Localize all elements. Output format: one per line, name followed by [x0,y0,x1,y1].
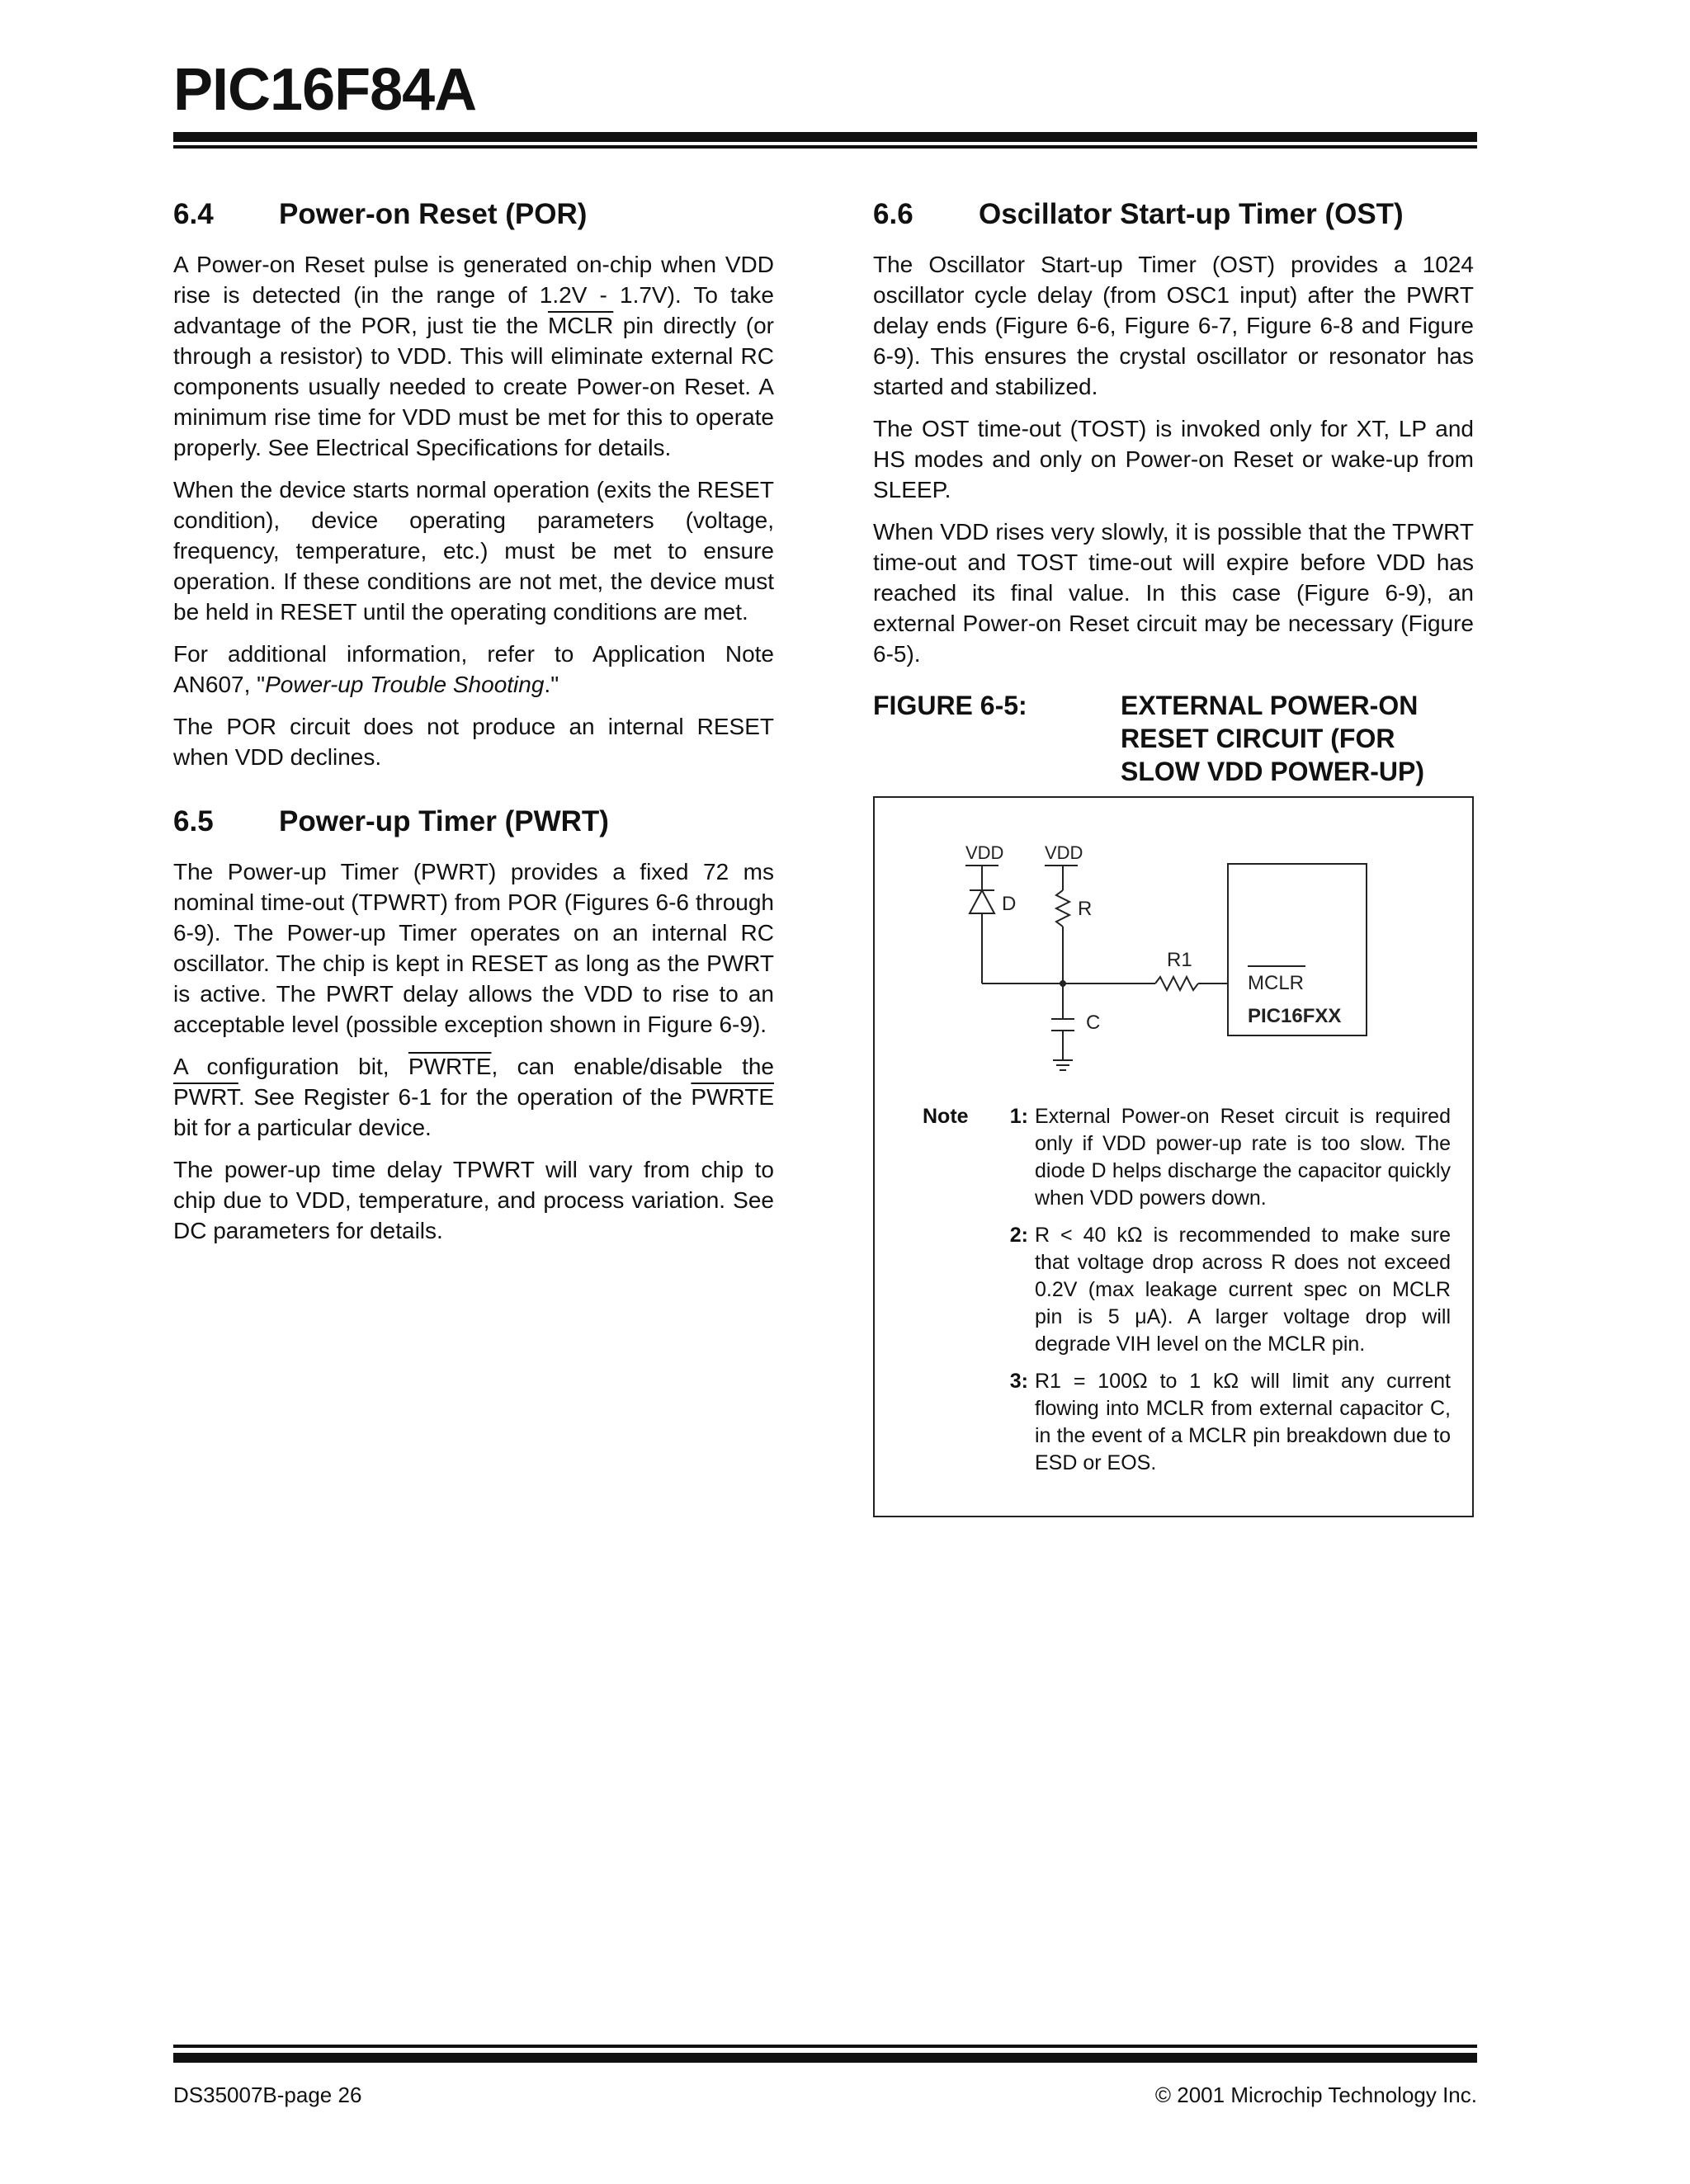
section-number: 6.4 [173,198,214,230]
text-run: . See Register 6-1 for the operation of the [238,1084,692,1110]
paragraph [173,639,774,700]
section-title: Power-up Timer (PWRT) [279,805,609,837]
diode-label: D [1002,893,1017,915]
section-6-5-heading [173,805,774,838]
footer-rule-thick [173,2053,1477,2063]
pwrte-overline: PWRTE [691,1084,774,1110]
paragraph: The POR circuit does not produce an internal RESET when VDD declines. [173,714,774,770]
diode-symbol [970,890,994,913]
chip-label: PIC16FXX [1248,1005,1342,1027]
left-column [173,198,774,1257]
resistor-r1-label: R1 [1167,949,1192,971]
figure-notes [923,1103,1451,1487]
text-run: rise is detected (in the range of 1.2V - 1.7V). To take advantage of the POR, just tie the [173,282,774,338]
app-note-title: Power-up Trouble Shooting [265,672,545,697]
text-run: VDD [725,252,774,277]
section-number: 6.5 [173,805,214,837]
resistor-r-label: R [1078,898,1093,920]
header-rule-thin [173,145,1477,149]
note-label: Note [923,1105,969,1128]
paragraph: When VDD rises very slowly, it is possible that the TPWRT time-out and TOST time-out will expire before VDD has reached its final value. In this case (Figure 6-9), an external Power-on Reset circuit may be necessary (Figure 6-5). [873,519,1474,667]
text-run: A configuration bit, [173,1054,408,1079]
text-run: A Power-on Reset pulse is generated on-chip when [173,252,725,277]
note-text: External Power-on Reset circuit is required only if VDD power-up rate is too slow. The diode D helps discharge the capacitor quickly when VDD powers down. [1035,1105,1451,1210]
header-rule-thick [173,132,1477,142]
pwrte-overline: PWRTE [408,1054,492,1079]
resistor-r1 [1155,977,1198,990]
note-item [923,1368,1451,1477]
section-number: 6.6 [873,198,913,230]
mclr-label: MCLR [1248,972,1305,994]
paragraph [173,249,774,463]
note-spacer [923,1222,989,1358]
note-number: 2: [1009,1224,1028,1247]
paragraph: When the device starts normal operation (exits the RESET condition), device operating parameters (voltage, frequency, temperature, etc.) must be met to ensure operation. If these conditions are not met, the device must be held in RESET until the operating conditions are met. [173,477,774,625]
note-spacer [923,1368,989,1477]
paragraph [173,1051,774,1143]
junction-dot [1060,980,1066,987]
circuit-diagram [875,798,1472,1095]
text-run: For additional information, refer to Application Note AN607, " [173,641,774,697]
text-run: ." [544,672,559,697]
figure-title: EXTERNAL POWER-ON RESET CIRCUIT (FOR SLOW VDD POWER-UP) [1121,691,1424,786]
vdd1-label: VDD [965,842,1004,863]
paragraph: The OST time-out (TOST) is invoked only for XT, LP and HS modes and only on Power-on Reset or wake-up from SLEEP. [873,416,1474,502]
right-column [873,198,1474,1517]
pwrt-overline: PWRT [173,1084,238,1110]
figure-caption [873,689,1474,788]
text-run: pin directly (or through a resistor) to VDD. This will eliminate external RC components usually needed to create Power-on Reset. A minimum rise time for VDD must be met for this to operate properly. See Electrical Specifications for details. [173,313,774,460]
figure-label: FIGURE 6-5: [873,691,1027,720]
paragraph: The power-up time delay TPWRT will vary from chip to chip due to VDD, temperature, and process variation. See DC parameters for details. [173,1157,774,1243]
note-text: R < 40 kΩ is recommended to make sure that voltage drop across R does not exceed 0.2V (max leakage current spec on MCLR pin is 5 μA). A larger voltage drop will degrade VIH level on the MCLR pin. [1035,1224,1451,1356]
note-number: 3: [1009,1370,1028,1393]
footer-doc-id: DS35007B-page 26 [173,2083,362,2107]
vdd2-label: VDD [1045,842,1083,863]
note-item [923,1103,1451,1212]
note-number: 1: [1009,1105,1028,1128]
section-title: Oscillator Start-up Timer (OST) [979,198,1404,230]
text-run: bit for a particular device. [173,1115,432,1140]
note-item [923,1222,1451,1358]
paragraph: The Oscillator Start-up Timer (OST) provides a 1024 oscillator cycle delay (from OSC1 input) after the PWRT delay ends (Figure 6-6, Figure 6-7, Figure 6-8 and Figure 6-9). This ensures the crystal oscillator or resonator has started and stabilized. [873,252,1474,399]
resistor-r [1056,890,1069,927]
section-title: Power-on Reset (POR) [279,198,588,230]
capacitor-label: C [1086,1012,1101,1034]
text-run: , can enable/disable the [491,1054,775,1079]
paragraph: The Power-up Timer (PWRT) provides a fixed 72 ms nominal time-out (TPWRT) from POR (Figures 6-6 through 6-9). The Power-up Timer operates on an internal RC oscillator. The chip is kept in RESET as long as the PWRT is active. The PWRT delay allows the VDD to rise to an acceptable level (possible exception shown in Figure 6-9). [173,859,774,1037]
figure-box [873,796,1474,1517]
footer-copyright: © 2001 Microchip Technology Inc. [1154,2083,1477,2107]
mclr-overline: MCLR [547,313,614,338]
footer-rule-thin [173,2045,1477,2048]
note-text: R1 = 100Ω to 1 kΩ will limit any current flowing into MCLR from external capacitor C, in the event of a MCLR pin breakdown due to ESD or EOS. [1035,1370,1451,1474]
section-6-6-heading [873,198,1474,231]
section-6-4-heading [173,198,774,231]
page-title: PIC16F84A [173,57,477,123]
